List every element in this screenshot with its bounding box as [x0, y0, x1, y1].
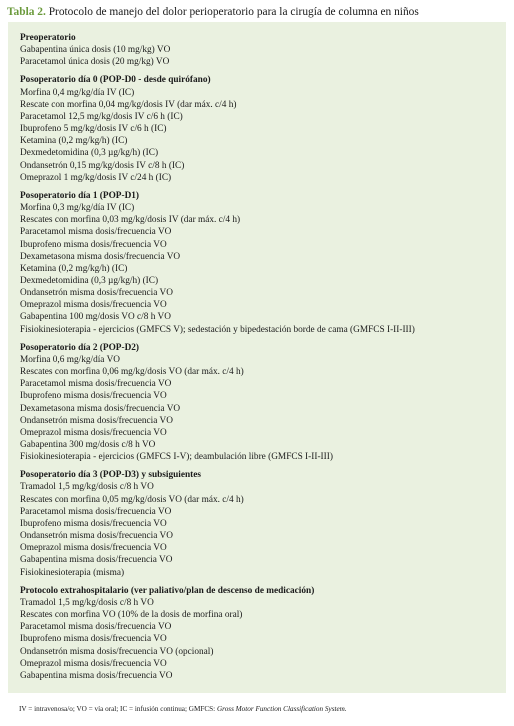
medication-item: Gabapentina misma dosis/frecuencia VO: [20, 670, 173, 681]
footnote-gmfcs: Gross Motor Function Classification System.: [216, 705, 347, 713]
medication-item: Ondansetrón misma dosis/frecuencia VO: [20, 415, 173, 426]
section-heading: Posoperatorio día 3 (POP-D3) y subsiguientes: [20, 470, 202, 481]
medication-item: Omeprazol 1 mg/kg/dosis IV c/24 h (IC): [20, 172, 172, 183]
medication-item: Dexametasona misma dosis/frecuencia VO: [20, 251, 181, 262]
medication-item: Rescates con morfina 0,03 mg/kg/dosis IV (dar máx. c/4 h): [20, 215, 241, 226]
footnote-abbreviations: IV = intravenosa/o; VO = vía oral; IC = infusión continua; GMFCS:: [19, 705, 217, 713]
protocol-section: [20, 469, 502, 578]
medication-item: Dexmedetomidina (0,3 µg/kg/h) (IC): [20, 148, 159, 159]
medication-item: Paracetamol 12,5 mg/kg/dosis IV c/6 h (IC): [20, 111, 183, 122]
medication-item: Omeprazol misma dosis/frecuencia VO: [20, 543, 167, 554]
section-heading: Posoperatorio día 1 (POP-D1): [20, 190, 140, 201]
protocol-content: [20, 32, 502, 688]
medication-item: Morfina 0,6 mg/kg/día VO: [20, 354, 121, 365]
protocol-table: [8, 22, 506, 693]
medication-item: Rescate con morfina 0,04 mg/kg/dosis IV (dar máx. c/4 h): [20, 99, 237, 110]
protocol-section: [20, 342, 502, 464]
medication-item: Dexmedetomidina (0,3 µg/kg/h) (IC): [20, 275, 159, 286]
medication-item: Ibuprofeno misma dosis/frecuencia VO: [20, 239, 167, 250]
medication-item: Rescates con morfina 0,06 mg/kg/dosis VO (dar máx. c/4 h): [20, 367, 244, 378]
medication-item: Paracetamol misma dosis/frecuencia VO: [20, 506, 172, 517]
protocol-section: [20, 190, 502, 336]
medication-item: Ibuprofeno misma dosis/frecuencia VO: [20, 391, 167, 402]
table-caption: [7, 5, 419, 19]
medication-item: Gabapentina única dosis (10 mg/kg) VO: [20, 45, 171, 56]
medication-item: Ketamina (0,2 mg/kg/h) (IC): [20, 263, 128, 274]
medication-item: Tramadol 1,5 mg/kg/dosis c/8 h VO: [20, 482, 154, 493]
medication-item: Paracetamol misma dosis/frecuencia VO: [20, 379, 172, 390]
protocol-section: [20, 74, 502, 183]
table-number: Tabla 2.: [7, 6, 46, 18]
medication-item: Tramadol 1,5 mg/kg/dosis c/8 h VO: [20, 597, 154, 608]
medication-item: Ketamina (0,2 mg/kg/h) (IC): [20, 136, 128, 147]
protocol-section: [20, 32, 502, 68]
medication-item: Paracetamol única dosis (20 mg/kg) VO: [20, 57, 170, 68]
medication-item: Fisiokinesioterapia - ejercicios (GMFCS V); sedestación y bipedestación borde de cama (GMFCS I-II-III): [20, 324, 415, 335]
medication-item: Gabapentina 100 mg/dosis VO c/8 h VO: [20, 312, 171, 323]
medication-item: Omeprazol misma dosis/frecuencia VO: [20, 427, 167, 438]
medication-item: Omeprazol misma dosis/frecuencia VO: [20, 300, 167, 311]
medication-item: Gabapentina misma dosis/frecuencia VO: [20, 555, 173, 566]
medication-item: Rescates con morfina 0,05 mg/kg/dosis VO (dar máx. c/4 h): [20, 494, 244, 505]
section-heading: Posoperatorio día 2 (POP-D2): [20, 342, 140, 353]
medication-item: Ibuprofeno 5 mg/kg/dosis IV c/6 h (IC): [20, 124, 167, 135]
medication-item: Omeprazol misma dosis/frecuencia VO: [20, 658, 167, 669]
protocol-section: [20, 585, 502, 682]
section-heading: Posoperatorio día 0 (POP-D0 - desde quirófano): [20, 75, 211, 86]
footnote: [19, 704, 347, 714]
medication-item: Dexametasona misma dosis/frecuencia VO: [20, 403, 181, 414]
medication-item: Fisiokinesioterapia (misma): [20, 567, 125, 578]
table-title: Protocolo de manejo del dolor perioperatorio para la cirugía de columna en niños: [45, 6, 419, 18]
medication-item: Ondansetrón misma dosis/frecuencia VO (opcional): [20, 646, 214, 657]
section-heading: Preoperatorio: [20, 33, 76, 43]
medication-item: Ibuprofeno misma dosis/frecuencia VO: [20, 518, 167, 529]
medication-item: Morfina 0,4 mg/kg/día IV (IC): [20, 87, 135, 98]
medication-item: Fisiokinesioterapia - ejercicios (GMFCS I-V); deambulación libre (GMFCS I-II-III): [20, 452, 333, 463]
medication-item: Ondansetrón 0,15 mg/kg/dosis IV c/8 h (IC): [20, 160, 185, 171]
medication-item: Ibuprofeno misma dosis/frecuencia VO: [20, 634, 167, 645]
section-heading: Protocolo extrahospitalario (ver paliativo/plan de descenso de medicación): [20, 585, 315, 596]
medication-item: Rescates con morfina VO (10% de la dosis de morfina oral): [20, 610, 243, 621]
medication-item: Ondansetrón misma dosis/frecuencia VO: [20, 531, 173, 542]
medication-item: Gabapentina 300 mg/dosis c/8 h VO: [20, 440, 156, 450]
medication-item: Morfina 0,3 mg/kg/día IV (IC): [20, 203, 135, 214]
medication-item: Paracetamol misma dosis/frecuencia VO: [20, 227, 172, 238]
medication-item: Paracetamol misma dosis/frecuencia VO: [20, 622, 172, 633]
medication-item: Ondansetrón misma dosis/frecuencia VO: [20, 288, 173, 299]
